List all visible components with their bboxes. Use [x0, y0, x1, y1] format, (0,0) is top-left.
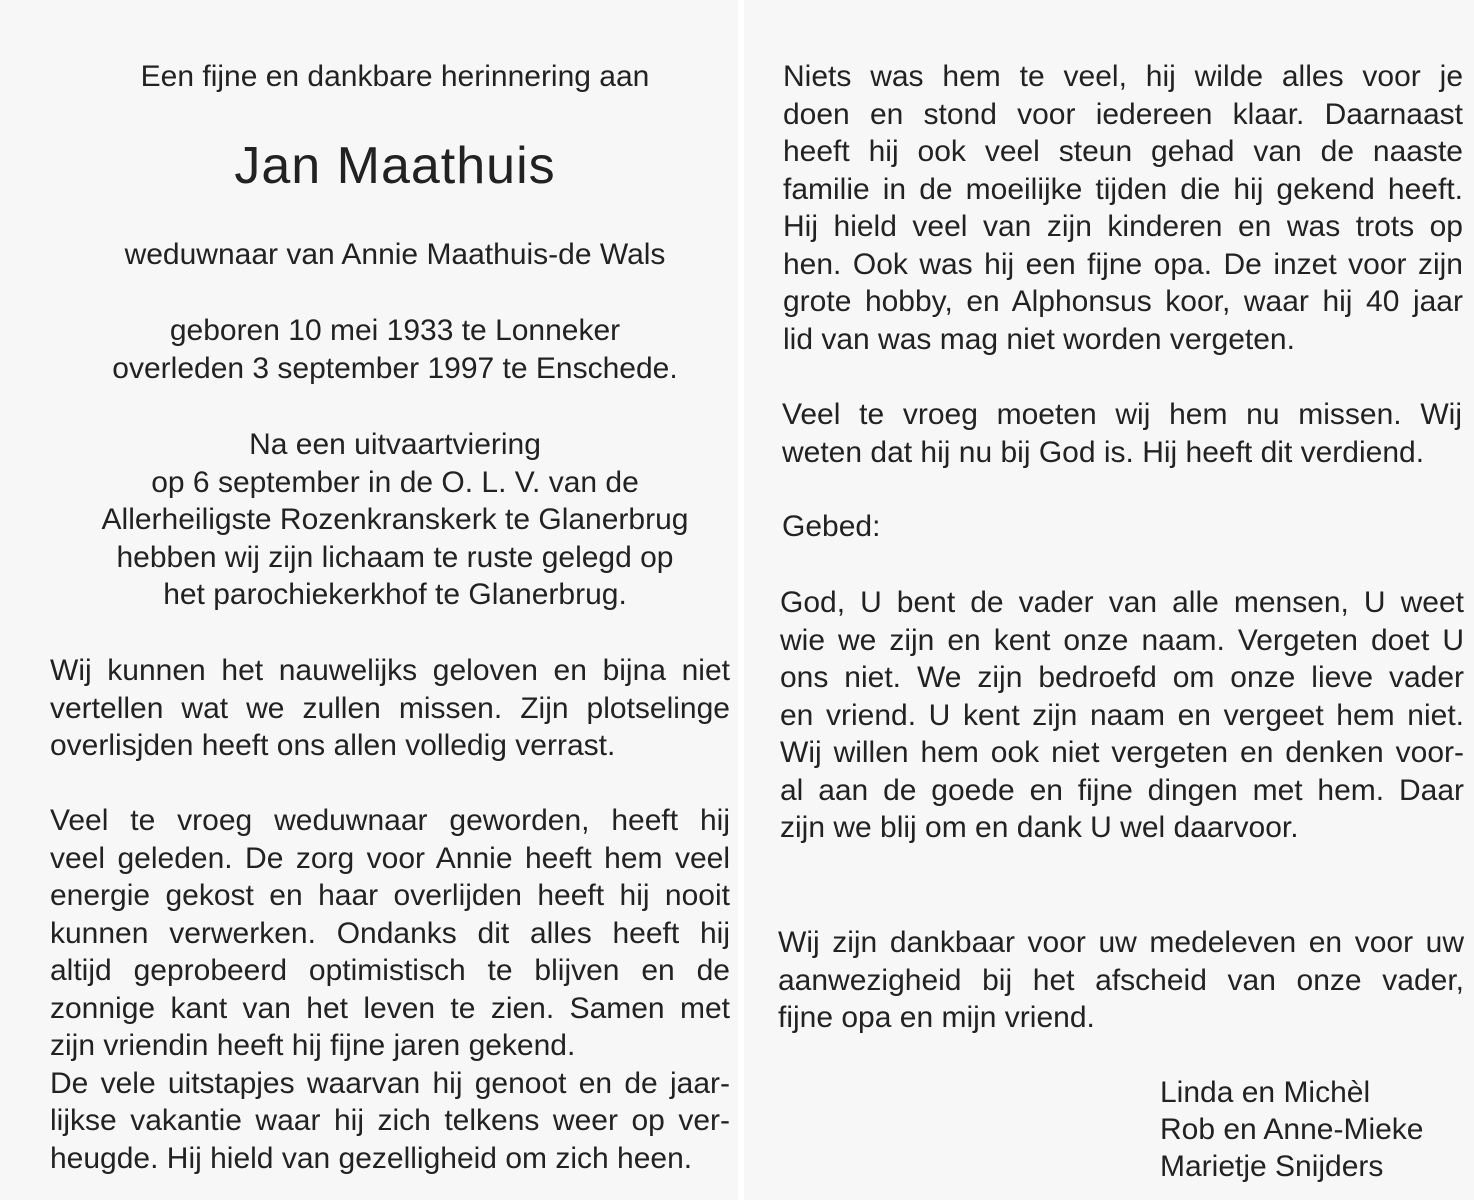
funeral-line: het parochiekerkhof te Glanerbrug. — [163, 578, 627, 611]
text-line: God, U bent de vader van alle mensen, U weet — [780, 586, 1464, 619]
text-line: Veel te vroeg moeten wij hem nu missen. Wij — [782, 398, 1462, 431]
text-line: Wij kunnen het nauwelijks geloven en bijna niet — [50, 654, 730, 687]
text-line: Niets was hem te veel, hij wilde alles voor je — [783, 60, 1463, 93]
text-line: ons niet. We zijn bedroefd om onze lieve vader — [780, 661, 1464, 694]
text-line: doen en stond voor iedereen klaar. Daarnaast — [783, 97, 1463, 131]
text-line: overlisjden heeft ons allen volledig verrast. — [50, 729, 616, 762]
right-paragraph-2 — [782, 396, 1462, 471]
signer-name: Marietje Snijders — [1160, 1150, 1384, 1183]
text-line: heeft hij ook veel steun gehad van de naaste — [783, 135, 1463, 168]
text-line: en vriend. U kent zijn naam en vergeet hem niet. — [780, 698, 1464, 732]
text-line: al aan de goede en fijne dingen met hem. Daar — [780, 773, 1464, 807]
text-line: familie in de moeilijke tijden die hij gekend heeft. — [783, 172, 1463, 206]
text-line: weten dat hij nu bij God is. Hij heeft dit verdiend. — [782, 435, 1425, 469]
text-line: Veel te vroeg weduwnaar geworden, heeft hij — [50, 804, 730, 837]
funeral-line: hebben wij zijn lichaam te ruste gelegd op — [116, 540, 674, 574]
left-paragraph-2 — [50, 802, 730, 1177]
thanks-paragraph — [778, 924, 1464, 1037]
text-line: hen. Ook was hij een fijne opa. De inzet voor zijn — [783, 247, 1463, 281]
prayer-text — [780, 584, 1464, 847]
signer-name: Rob en Anne-Mieke — [1160, 1113, 1424, 1146]
text-line: aanwezigheid bij het afscheid van onze vader, — [778, 963, 1464, 997]
text-line: energie gekost en haar overlijden heeft hij nooit — [50, 879, 730, 912]
text-line: grote hobby, en Alphonsus koor, waar hij 40 jaar — [783, 285, 1463, 318]
signers — [1160, 1074, 1460, 1185]
prayer-heading: Gebed: — [782, 510, 881, 543]
intro-line: Een fijne en dankbare herinnering aan — [140, 60, 650, 93]
text-line: kunnen verwerken. Ondanks dit alles heeft hij — [50, 916, 730, 950]
text-line: Wij willen hem ook niet vergeten en denken voor- — [780, 736, 1464, 769]
right-panel — [744, 0, 1474, 1200]
text-line: zonnige kant van het leven te zien. Samen met — [50, 991, 730, 1025]
text-line: Hij hield veel van zijn kinderen en was trots op — [783, 210, 1463, 243]
right-paragraph-1 — [783, 58, 1463, 358]
text-line: Wij zijn dankbaar voor uw medeleven en voor uw — [778, 926, 1464, 959]
text-line: heugde. Hij hield van gezelligheid om zich heen. — [50, 1141, 693, 1175]
funeral-line: Na een uitvaartviering — [249, 428, 541, 461]
text-line: zijn we blij om en dank U wel daarvoor. — [780, 811, 1299, 844]
text-line: lid van was mag niet worden vergeten. — [783, 322, 1295, 356]
signer-name: Linda en Michèl — [1160, 1076, 1371, 1109]
life-dates — [40, 312, 738, 388]
text-line: De vele uitstapjes waarvan hij genoot en de jaar- — [50, 1066, 730, 1100]
deceased-name: Jan Maathuis — [234, 137, 556, 195]
text-line: altijd geprobeerd optimistisch te blijven en de — [50, 954, 730, 987]
funeral-line: Allerheiligste Rozenkranskerk te Glanerbrug — [101, 503, 689, 536]
funeral-line: op 6 september in de O. L. V. van de — [151, 465, 639, 499]
text-line: lijkse vakantie waar hij zich telkens weer op ver- — [50, 1104, 730, 1137]
death-line: overleden 3 september 1997 te Enschede. — [112, 352, 678, 385]
text-line: fijne opa en mijn vriend. — [778, 1001, 1095, 1034]
widower-line: weduwnaar van Annie Maathuis-de Wals — [124, 238, 666, 271]
text-line: veel geleden. De zorg voor Annie heeft hem veel — [50, 841, 730, 875]
text-line: vertellen wat we zullen missen. Zijn plotselinge — [50, 691, 730, 725]
funeral-info — [40, 426, 738, 614]
left-paragraph-1 — [50, 652, 730, 765]
birth-line: geboren 10 mei 1933 te Lonneker — [169, 314, 621, 347]
text-line: wie we zijn en kent onze naam. Vergeten doet U — [780, 623, 1464, 657]
text-line: zijn vriendin heeft hij fijne jaren gekend. — [50, 1029, 576, 1062]
